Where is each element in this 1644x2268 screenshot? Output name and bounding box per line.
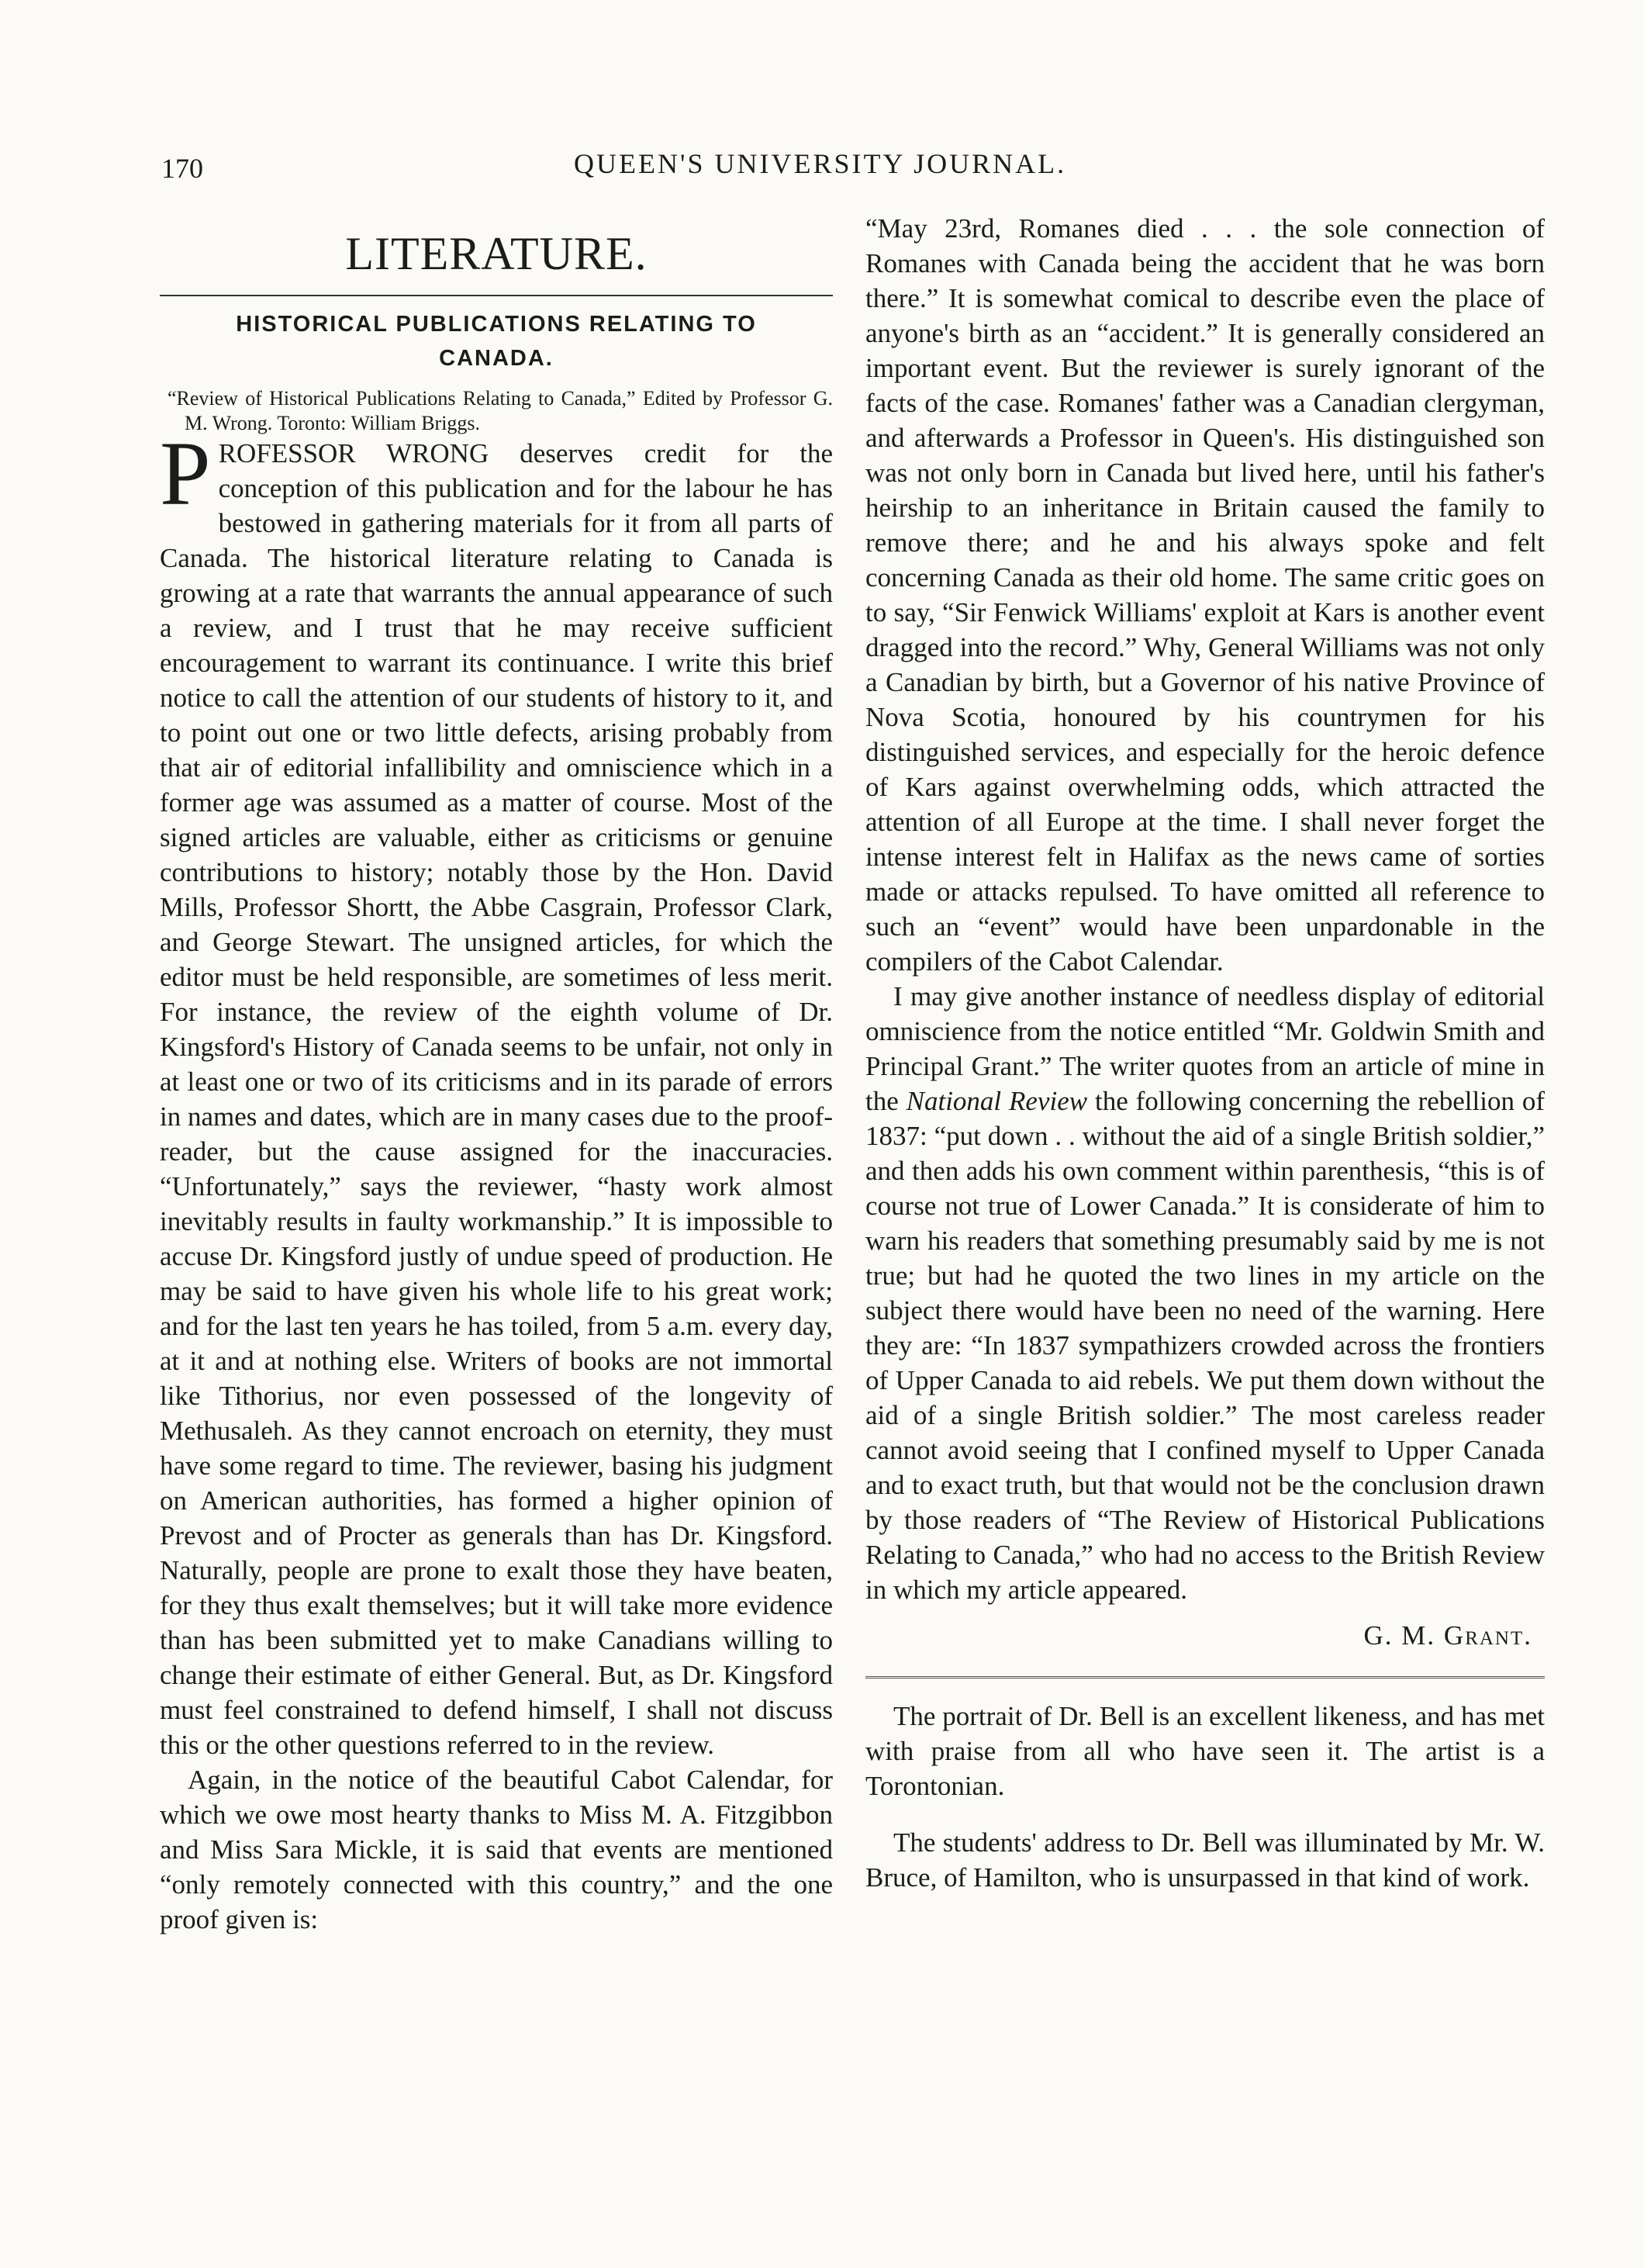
lead-caps: ROFESSOR WRONG (218, 438, 489, 468)
notes-block (865, 1699, 1545, 1895)
publication-title: National Review (906, 1086, 1088, 1116)
paragraph-3-text-b: the following concerning the rebellion of 1837: “put down . . without the aid of a single British soldier,” and then adds his own comment within parenthesis, “this is of course not true of Lower Canada.” It is considerate of him to warn his readers that something presumably said by me is not true; but had he quoted the two lines in my article on the subject there would have been no need of the warning. Here they are: “In 1837 sympathizers crowded across the frontiers of Upper Canada to aid rebels. We put them down without the aid of a single British soldier.” The most careless reader cannot avoid seeing that I confined myself to Upper Canada and to exact truth, but that would not be the conclusion drawn by those readers of “The Review of Historical Publications Relating to Canada,” who had no access to the British Review in which my article appeared. (865, 1086, 1545, 1605)
page-number: 170 (161, 153, 203, 184)
left-column (160, 211, 833, 1937)
paragraph-1 (160, 423, 834, 1762)
paragraph-1-text: deserves credit for the conception of this publication and for the labour he has bestowed in gathering materials for it from all parts of Canada. The historical literature relating to Canada is growing at a rate that warrants the annual appearance of such a review, and I trust that he may receive sufficient encouragement to warrant its continuance. I write this brief notice to call the attention of our students of history to it, and to point out one or two little defects, arising probably from that air of editorial infallibility and omniscience which in a former age was assumed as a matter of course. Most of the signed articles are valuable, either as criticisms or genuine contributions to history; notably those by the Hon. David Mills, Professor Shortt, the Abbe Casgrain, Professor Clark, and George Stewart. The unsigned articles, for which the editor must be held responsible, are sometimes of less merit. For instance, the review of the eighth volume of Dr. Kingsford's History of Canada seems to be unfair, not only in at least one or two of its criticisms and in its parade of errors in names and dates, which are in many cases due to the proof-reader, but the cause assigned for the inaccuracies. “Unfortunately,” says the reviewer, “hasty work almost inevitably results in faulty workmanship.” It is impossible to accuse Dr. Kingsford justly of undue speed of production. He may be said to have given his whole life to his great work; and for the last ten years he has toiled, from 5 a.m. every day, at it and at nothing else. Writers of books are not immortal like Tithorius, nor even possessed of the longevity of Methusaleh. As they cannot encroach on eternity, they must have some regard to time. The reviewer, basing his judgment on American authorities, has formed a higher opinion of Prevost and of Procter as generals than has Dr. Kingsford. Naturally, people are prone to exalt those they have beaten, for they thus exalt themselves; but it will take more evidence than has been submitted yet to make Canadians willing to change their estimate of either General. But, as Dr. Kingsford must feel constrained to defend himself, I shall not discuss this or the other questions referred to in the review. (160, 438, 834, 1760)
section-divider (865, 1676, 1545, 1679)
author-signature: G. M. Grant. (1363, 1620, 1532, 1651)
paragraph-2-part-2: “May 23rd, Romanes died . . . the sole connection of Romanes with Canada being the accident that he was born there.” It is somewhat comical to describe even the place of anyone's birth as an “accident.” It is generally considered an important event. But the reviewer is surely ignorant of the facts of the case. Romanes' father was a Canadian clergyman, and afterwards a Professor in Queen's. His distinguished son was not only born in Canada but lived here, until his father's heirship to an inheritance in Britain caused the family to remove there; and he and his always spoke and felt concerning Canada as their old home. The same critic goes on to say, “Sir Fenwick Williams' exploit at Kars is another event dragged into the record.” Why, General Williams was not only a Canadian by birth, but a Governor of his native Province of Nova Scotia, honoured by his countrymen for his distinguished services, and especially for the heroic defence of Kars against overwhelming odds, which attracted the attention of all Europe at the time. I shall never forget the intense interest felt in Halifax as the news came of sorties made or attacks repulsed. To have omitted all reference to such an “event” would have been unpardonable in the compilers of the Cabot Calendar. (865, 213, 1545, 977)
paragraph-2-part-1: Again, in the notice of the beautiful Cabot Calendar, for which we owe most hearty thanks to Miss M. A. Fitzgibbon and Miss Sara Mickle, it is said that events are mentioned “only remotely connected with this country,” and the one proof given is: (160, 1765, 833, 1934)
drop-cap: P (160, 423, 211, 524)
right-column (865, 211, 1545, 1917)
paragraph-3-text-a: I may give another instance of needless display of editorial omniscience from the notice entitled “Mr. Goldwin Smith and Principal Grant.” The writer quotes from an article of mine in the (865, 981, 1545, 1116)
note-address: The students' address to Dr. Bell was illuminated by Mr. W. Bruce, of Hamilton, who is unsurpassed in that kind of work. (865, 1827, 1545, 1893)
section-title: LITERATURE. (345, 228, 648, 279)
title-rule (160, 295, 833, 296)
source-note: “Review of Historical Publications Relating to Canada,” Edited by Professor G. M. Wrong. Toronto: William Briggs. (168, 387, 833, 434)
article-heading: HISTORICAL PUBLICATIONS RELATING TO CANADA. (236, 312, 757, 371)
note-portrait: The portrait of Dr. Bell is an excellent likeness, and has met with praise from all who have seen it. The artist is a Torontonian. (865, 1701, 1545, 1801)
paragraph-3 (865, 979, 1545, 1607)
running-title: QUEEN'S UNIVERSITY JOURNAL. (574, 148, 1067, 179)
